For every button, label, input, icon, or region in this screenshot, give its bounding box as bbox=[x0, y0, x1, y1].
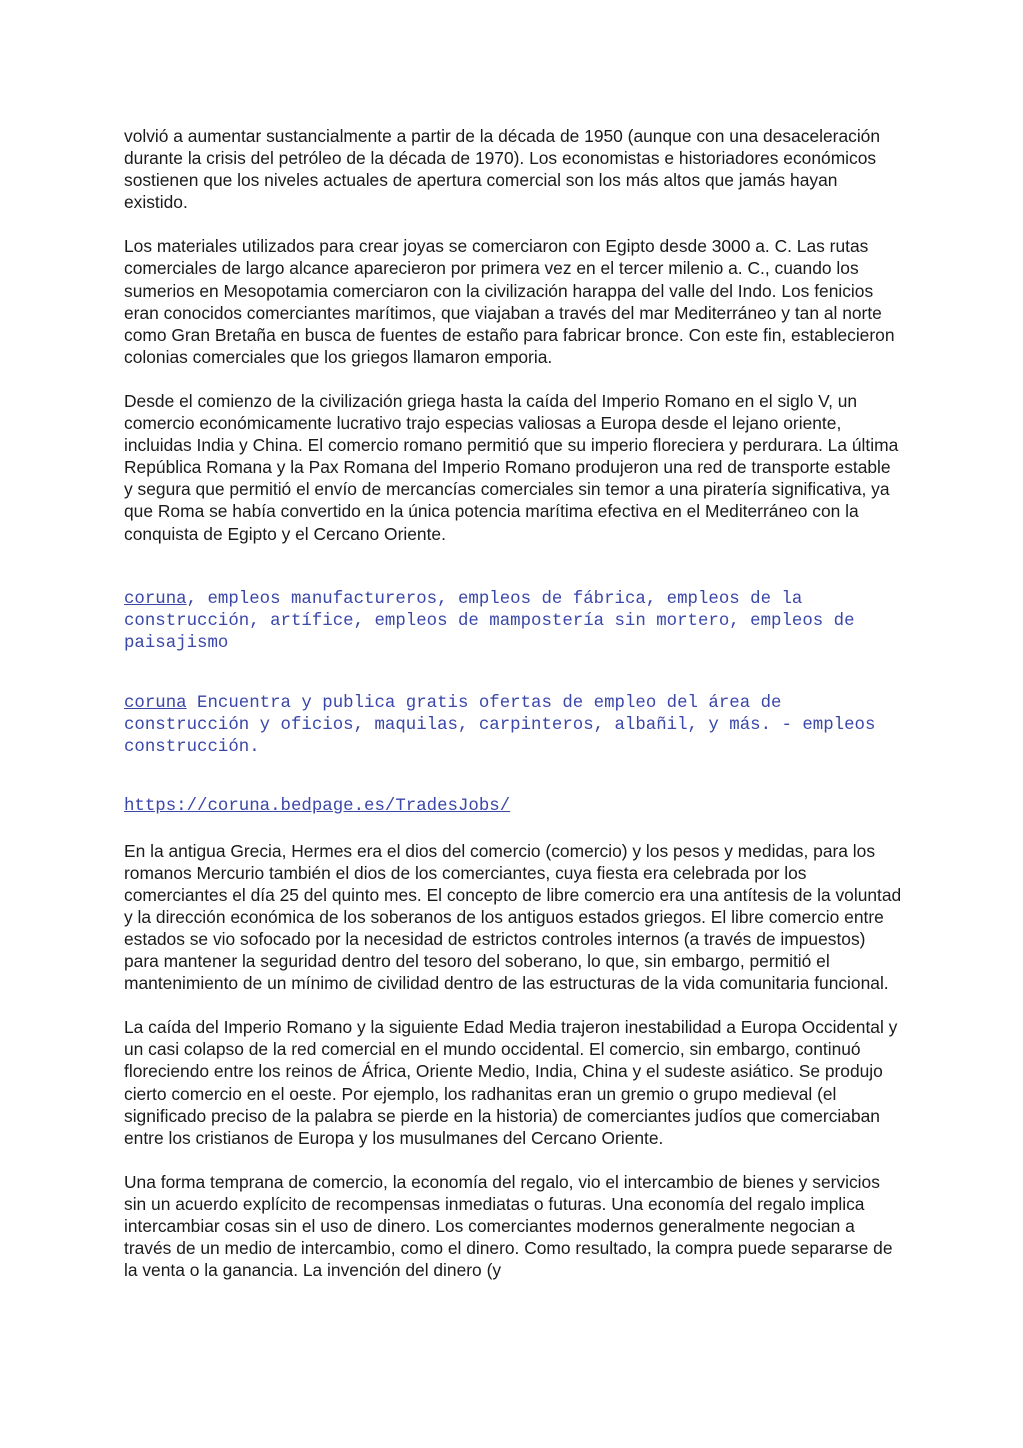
link-block-1 bbox=[124, 589, 904, 655]
paragraph-6: Una forma temprana de comercio, la economía del regalo, vio el intercambio de bienes y servicios sin un acuerdo explícito de recompensas inmediatas o futuras. Una economía del regalo implica intercambiar cosas sin el uso de dinero. Los comerciantes modernos generalmente negocian a través de un medio de intercambio, como el dinero. Como resultado, la compra puede separarse de la venta o la ganancia. La invención del dinero (y bbox=[124, 1171, 893, 1281]
url-line bbox=[124, 796, 904, 818]
paragraph-4: En la antigua Grecia, Hermes era el dios del comercio (comercio) y los pesos y medidas, para los romanos Mercurio también el dios de los comerciantes, cuya fiesta era celebrada por los comerciantes el día 25 del quinto mes. El concepto de libre comercio era una antítesis de la voluntad y la dirección económica de los soberanos de los antiguos estados griegos. El libre comercio entre estados se vio sofocado por la necesidad de estrictos controles internos (a través de impuestos) para mantener la seguridad dentro del tesoro del soberano, lo que, sin embargo, permitió el mantenimiento de un mínimo de civilidad dentro de las estructuras de la vida comunitaria funcional. bbox=[124, 840, 902, 994]
link-block-1-text: , empleos manufactureros, empleos de fábrica, empleos de la construcción, artífice, empleos de mampostería sin mortero, empleos de paisajismo bbox=[124, 589, 855, 653]
coruna-link-1[interactable]: coruna bbox=[124, 589, 187, 609]
link-block-2 bbox=[124, 693, 904, 759]
link-block-2-text: Encuentra y publica gratis ofertas de empleo del área de construcción y oficios, maquilas, carpinteros, albañil, y más. - empleos construcción. bbox=[124, 693, 876, 757]
paragraph-3: Desde el comienzo de la civilización griega hasta la caída del Imperio Romano en el siglo V, un comercio económicamente lucrativo trajo especias valiosas a Europa desde el lejano oriente, incluidas India y China. El comercio romano permitió que su imperio floreciera y perdurara. La última República Romana y la Pax Romana del Imperio Romano produjeron una red de transporte estable y segura que permitió el envío de mercancías comerciales sin temor a una piratería significativa, ya que Roma se había convertido en la única potencia marítima efectiva en el Mediterráneo con la conquista de Egipto y el Cercano Oriente. bbox=[124, 390, 899, 544]
tradesjobs-url-link[interactable]: https://coruna.bedpage.es/TradesJobs/ bbox=[124, 796, 511, 816]
document-page bbox=[124, 125, 904, 1281]
paragraph-2: Los materiales utilizados para crear joyas se comerciaron con Egipto desde 3000 a. C. Las rutas comerciales de largo alcance aparecieron por primera vez en el tercer milenio a. C., cuando los sumerios en Mesopotamia comerciaron con la civilización harappa del valle del Indo. Los fenicios eran conocidos comerciantes marítimos, que viajaban a través del mar Mediterráneo y tan al norte como Gran Bretaña en busca de fuentes de estaño para fabricar bronce. Con este fin, establecieron colonias comerciales que los griegos llamaron emporia. bbox=[124, 236, 895, 367]
paragraph-5: La caída del Imperio Romano y la siguiente Edad Media trajeron inestabilidad a Europa Occidental y un casi colapso de la red comercial en el mundo occidental. El comercio, sin embargo, continuó floreciendo entre los reinos de África, Oriente Medio, India, China y el sudeste asiático. Se produjo cierto comercio en el oeste. Por ejemplo, los radhanitas eran un gremio o grupo medieval (el significado preciso de la palabra se pierde en la historia) de comerciantes judíos que comerciaban entre los cristianos de Europa y los musulmanes del Cercano Oriente. bbox=[124, 1017, 898, 1148]
coruna-link-2[interactable]: coruna bbox=[124, 693, 187, 713]
paragraph-1: volvió a aumentar sustancialmente a partir de la década de 1950 (aunque con una desaceleración durante la crisis del petróleo de la década de 1970). Los economistas e historiadores económicos sostienen que los niveles actuales de apertura comercial son los más altos que jamás hayan existido. bbox=[124, 126, 881, 213]
